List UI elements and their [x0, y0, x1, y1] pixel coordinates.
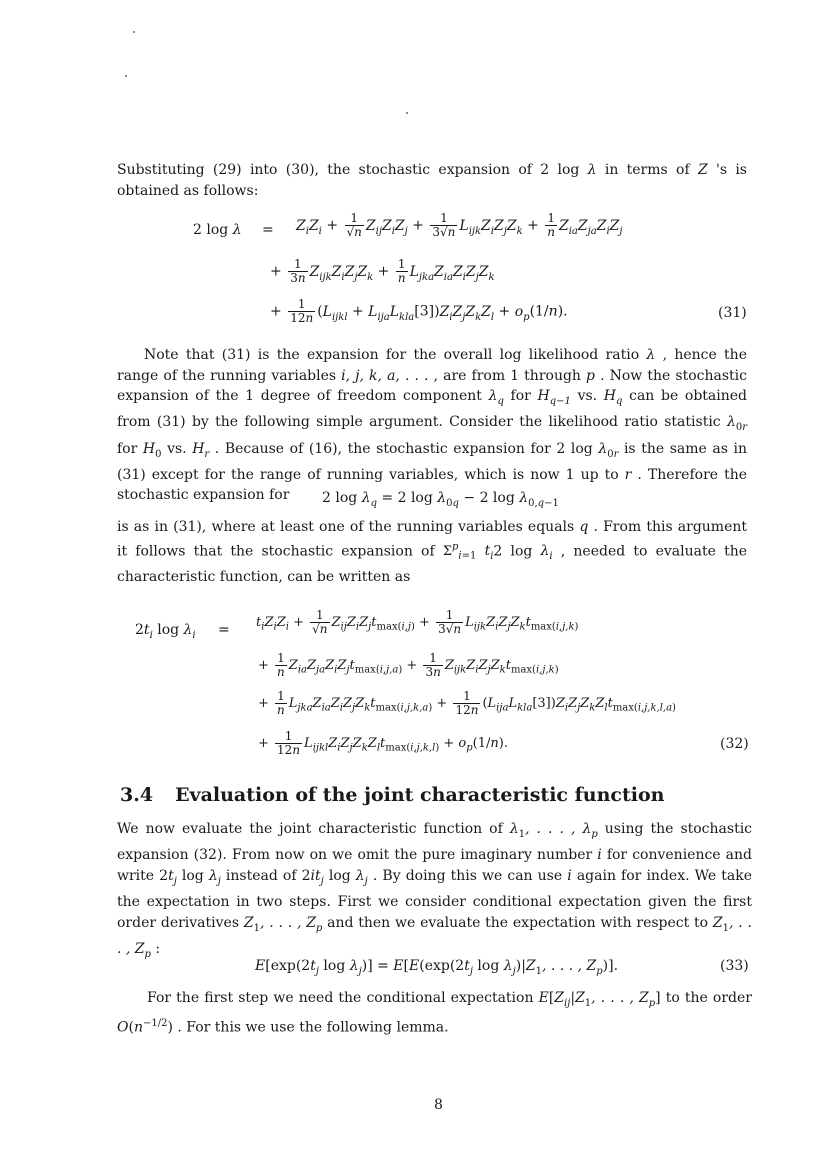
section-number: 3.4 — [120, 784, 154, 806]
eq33-number: (33) — [720, 958, 749, 974]
eq31-line1: $Z_iZ_i$ + $\frac{1}{√n}$ $Z_{ij}Z_iZ_j$ + $\frac{1}{3√n}$ $L_{ijk}Z_iZ_jZ_k$ + $\frac{1}{n}$ $Z_{ia}Z_{ja}Z_iZ_j$ — [296, 211, 623, 239]
eq31-line3: + $\frac{1}{12n}$ $(L_{ijkl} + L_{ija}L_{kla}[3])Z_iZ_jZ_kZ_l + o_p(1/n)$. — [270, 297, 568, 325]
paragraph-lemma-intro: For the first step we need the conditional expectation $E[Z_{ij}|Z_1$, . . . , $Z_p$] to the order $O(n^{-1/2})$ . For this we use the following lemma. — [117, 990, 752, 1036]
paragraph-expansion-note: Note that (31) is the expansion for the overall log likelihood ratio λ , hence the range of the running variables i, j, k, a, . . . , are from 1 through p . Now the stochastic expansion of the 1 degree of freedom component $\lambda_q$ for $H_{q-1}$ vs. $H_q$ can be obtained from (31) by the following simple argument. Consider the likelihood ratio statistic $\lambda_{0r}$ for $H_0$ vs. $H_r$ . Because of (16), the stochastic expansion for 2 $\log \lambda_{0r}$ is the same as in (31) except for the range of running variables, which is now 1 up to r . Therefore the stochastic expansion for — [117, 347, 748, 504]
section-heading — [120, 784, 664, 806]
eq31-number: (31) — [718, 305, 747, 321]
eq32-relation: = — [218, 622, 230, 638]
scan-speck — [133, 31, 135, 33]
eq31-lhs: 2 log λ — [193, 222, 242, 238]
eq32-line2: + $\frac{1}{n}$ $Z_{ia}Z_{ja}Z_iZ_jt_{max(i,j,a)}$ + $\frac{1}{3n}$ $Z_{ijk}Z_iZ_jZ_kt_{max(i,j,k)}$ — [258, 651, 559, 679]
eq32-line3: + $\frac{1}{n}$ $L_{jka}Z_{ia}Z_iZ_jZ_kt_{max(i,j,k,a)}$ + $\frac{1}{12n}$ $(L_{ija}L_{kla}[3])Z_iZ_jZ_kZ_lt_{max(i,j,k,l,a)}$ — [258, 689, 676, 717]
paragraph-intro — [117, 160, 747, 201]
paragraph-intro-text: Substituting (29) into (30), the stochastic expansion of 2 log λ in terms of Z 's is obtained as follows: — [117, 162, 747, 199]
scan-speck — [125, 75, 127, 77]
eq32-lhs: $2t_i$ $\log \lambda_i$ — [135, 622, 196, 641]
eq-lambda-q: 2 $\log \lambda_q = 2$ $\log \lambda_{0q} - 2$ $\log \lambda_{0,q-1}$ — [322, 490, 559, 509]
scan-speck — [406, 112, 408, 114]
section-title: Evaluation of the joint characteristic function — [175, 784, 665, 806]
eq32-number: (32) — [720, 736, 749, 752]
eq33: $E[\exp(2t_j$ $\log \lambda_j)] = E[E(\exp(2t_j$ $\log \lambda_j)|Z_1$, . . . , $Z_p$)]. — [255, 958, 619, 977]
eq31-line2: + $\frac{1}{3n}$ $Z_{ijk}Z_iZ_jZ_k$ + $\frac{1}{n}$ $L_{jka}Z_{ia}Z_iZ_jZ_k$ — [270, 257, 495, 285]
paragraph-argument: is as in (31), where at least one of the running variables equals q . From this argument it follows that the stochastic expansion of $\Sigma^p_{i=1}$ $t_i2$ $\log \lambda_i$ , needed to evaluate the characteristic function, can be written as — [117, 519, 747, 586]
eq32-line4: + $\frac{1}{12n}$ $L_{ijkl}Z_iZ_jZ_kZ_lt_{max(i,j,k,l)} + o_p(1/n)$. — [258, 729, 508, 757]
paragraph-evaluation: We now evaluate the joint characteristic function of $\lambda_1$, . . . , $\lambda_p$ using the stochastic expansion (32). From now on we omit the pure imaginary number i for convenience and write $2t_j$ $\log \lambda_j$ instead of $2it_j$ $\log \lambda_j$ . By doing this we can use i again for index. We take the expectation in two steps. First we consider conditional expectation given the first order derivatives $Z_1$, . . . , $Z_p$ and then we evaluate the expectation with respect to $Z_1$, . . . , $Z_p$ : — [117, 821, 753, 960]
eq31-relation: = — [262, 222, 274, 238]
page-number: 8 — [434, 1097, 443, 1113]
eq32-line1: $t_iZ_iZ_i$ + $\frac{1}{√n}$ $Z_{ij}Z_iZ_jt_{max(i,j)}$ + $\frac{1}{3√n}$ $L_{ijk}Z_iZ_jZ_kt_{max(i,j,k)}$ — [256, 608, 579, 636]
